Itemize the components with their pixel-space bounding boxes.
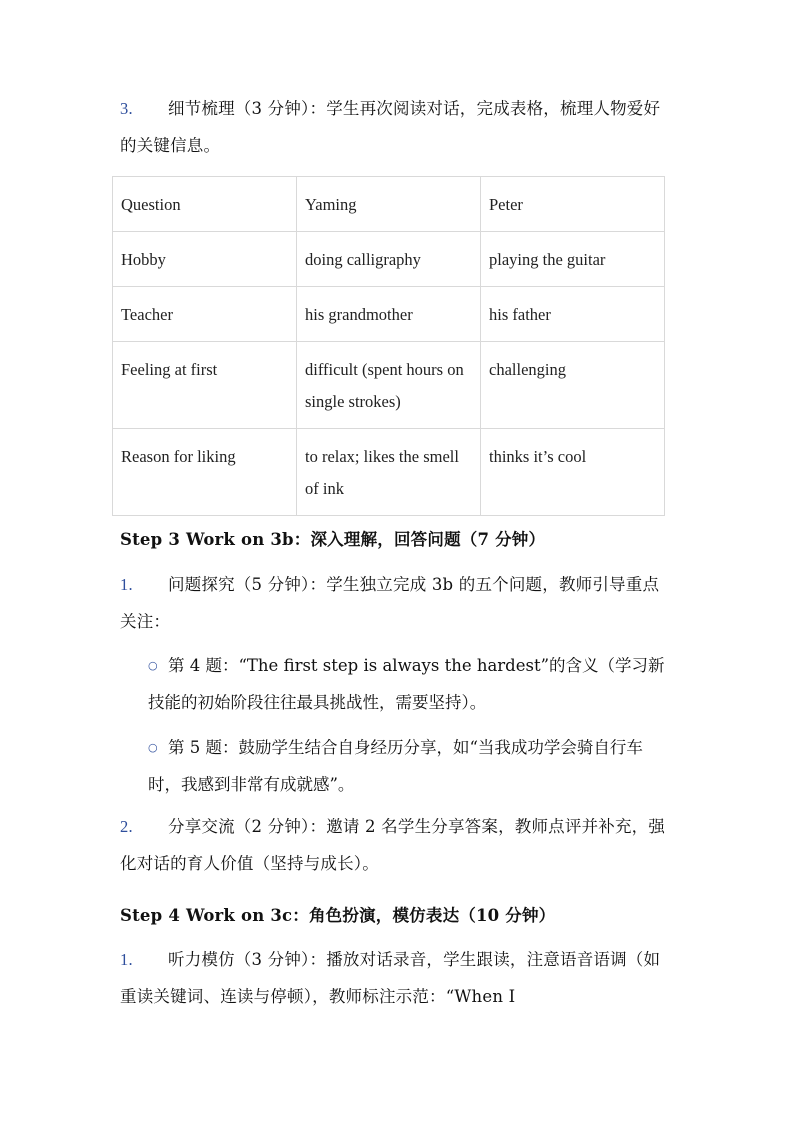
bullet-text: 第 4 题：“The first step is always the hardest”的含义（学习新技能的初始阶段往往最具挑战性，需要坚持）。 — [148, 656, 665, 712]
table-row — [113, 232, 665, 287]
table-header-cell: Question — [113, 177, 297, 232]
table-cell: playing the guitar — [481, 232, 665, 287]
bullet-text: 第 5 题：鼓励学生结合自身经历分享，如“当我成功学会骑自行车时，我感到非常有成就感”。 — [148, 738, 643, 794]
step-3-bullet-1 — [148, 647, 673, 721]
step-3-heading: Step 3 Work on 3b：深入理解，回答问题（7 分钟） — [120, 530, 546, 549]
table-cell: his father — [481, 287, 665, 342]
table-row — [113, 429, 665, 516]
hobby-table — [112, 176, 665, 516]
table-cell: challenging — [481, 342, 665, 429]
step-4-heading: Step 4 Work on 3c：角色扮演，模仿表达（10 分钟） — [120, 906, 556, 925]
table-cell: Teacher — [113, 287, 297, 342]
table-header-cell: Peter — [481, 177, 665, 232]
paragraph-text: 分享交流（2 分钟）：邀请 2 名学生分享答案，教师点评并补充，强化对话的育人价值（坚持与成长）。 — [120, 817, 666, 873]
circle-bullet-icon: ○ — [148, 659, 158, 672]
step-3-item-2 — [120, 808, 672, 882]
circle-bullet-icon: ○ — [148, 741, 158, 754]
table-row — [113, 342, 665, 429]
table-row — [113, 287, 665, 342]
paragraph-text: 细节梳理（3 分钟）：学生再次阅读对话，完成表格，梳理人物爱好的关键信息。 — [120, 99, 661, 155]
table-cell: Feeling at first — [113, 342, 297, 429]
paragraph-text: 问题探究（5 分钟）：学生独立完成 3b 的五个问题，教师引导重点关注： — [120, 575, 660, 631]
list-number: 1. — [120, 950, 133, 969]
step-3-bullet-2 — [148, 729, 673, 803]
table-cell: Hobby — [113, 232, 297, 287]
list-number: 2. — [120, 817, 133, 836]
table-cell: thinks it’s cool — [481, 429, 665, 516]
table-header-row — [113, 177, 665, 232]
table-cell: Reason for liking — [113, 429, 297, 516]
table-header-cell: Yaming — [297, 177, 481, 232]
section-3-paragraph — [120, 90, 672, 164]
step-3-item-1 — [120, 566, 672, 640]
table-cell: difficult (spent hours on single strokes) — [297, 342, 481, 429]
list-number: 1. — [120, 575, 133, 594]
table-cell: his grandmother — [297, 287, 481, 342]
step-4-item-1 — [120, 941, 672, 1015]
list-number: 3. — [120, 99, 133, 118]
table-cell: to relax; likes the smell of ink — [297, 429, 481, 516]
paragraph-text: 听力模仿（3 分钟）：播放对话录音，学生跟读，注意语音语调（如重读关键词、连读与停顿），教师标注示范：“When I — [120, 950, 661, 1006]
table-cell: doing calligraphy — [297, 232, 481, 287]
